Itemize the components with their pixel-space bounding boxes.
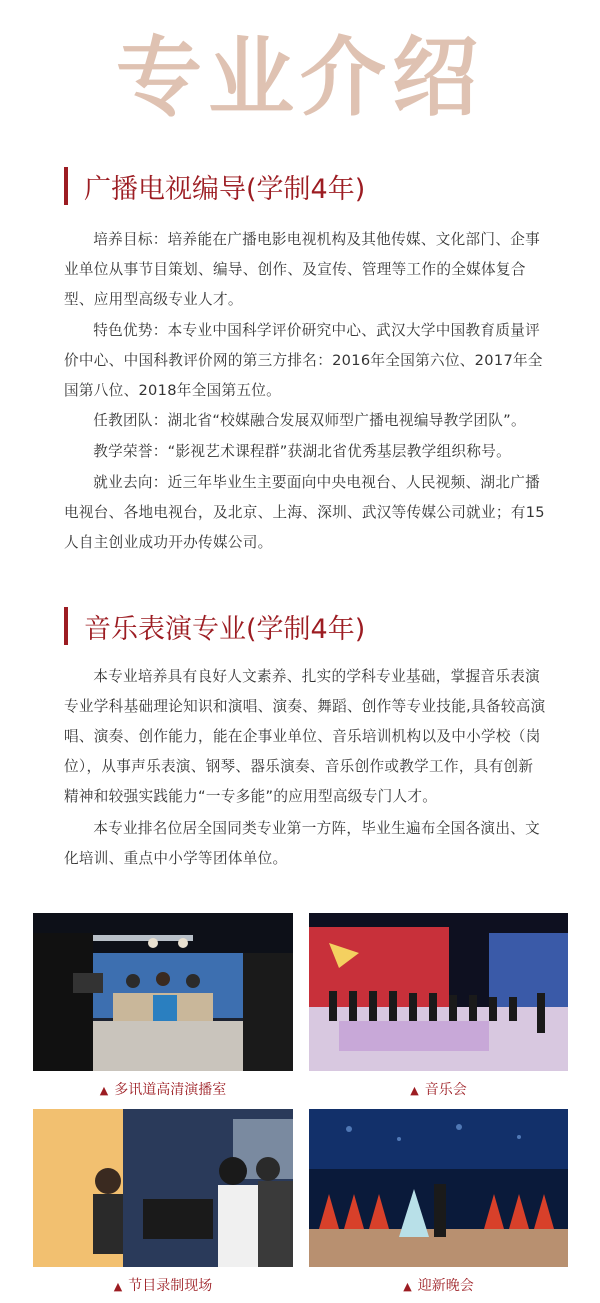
triangle-up-icon: ▲ <box>403 1280 412 1293</box>
paragraph-teaching-honor: 教学荣誉：“影视艺术课程群”获湖北省优秀基层教学组织称号。 <box>93 443 512 460</box>
heading-accent-bar <box>64 167 68 205</box>
paragraph-music-ranking: 本专业排名位居全国同类专业第一方阵，毕业生遍布全国各演出、文化培训、重点中小学等团体单位。 <box>64 820 541 867</box>
photo-welcome-party <box>309 1109 568 1267</box>
section-heading-music <box>64 606 365 646</box>
photo-recording <box>33 1109 293 1267</box>
caption-studio: ▲ 多讯道高清演播室 <box>99 1082 227 1098</box>
heading-accent-bar <box>64 607 68 645</box>
section-heading-text: 音乐表演专业(学制4年) <box>84 613 366 645</box>
photo-concert <box>309 913 568 1071</box>
triangle-up-icon: ▲ <box>410 1084 419 1097</box>
paragraph-advantages: 特色优势：本专业中国科学评价研究中心、武汉大学中国教育质量评价中心、中国科教评价网的第三方排名：2016年全国第六位、2017年全国第八位、2018年全国第五位。 <box>64 322 543 399</box>
photo-studio <box>33 913 293 1071</box>
paragraph-employment: 就业去向：近三年毕业生主要面向中央电视台、人民视频、湖北广播电视台、各地电视台，及北京、上海、深圳、武汉等传媒公司就业；有15人自主创业成功开办传媒公司。 <box>64 474 545 551</box>
triangle-up-icon: ▲ <box>99 1084 109 1097</box>
caption-concert: ▲ 音乐会 <box>410 1082 467 1098</box>
section-heading-broadcast <box>64 166 365 206</box>
caption-recording: ▲ 节目录制现场 <box>113 1278 213 1294</box>
paragraph-training-goal: 培养目标：培养能在广播电影电视机构及其他传媒、文化部门、企事业单位从事节目策划、编导、创作、及宣传、管理等工作的全媒体复合型、应用型高级专业人才。 <box>64 231 541 308</box>
page-title: 专业介绍 <box>116 28 484 128</box>
section-heading-text: 广播电视编导(学制4年) <box>84 173 366 205</box>
paragraph-teaching-team: 任教团队：湖北省“校媒融合发展双师型广播电视编导教学团队”。 <box>93 412 526 429</box>
triangle-up-icon: ▲ <box>113 1280 123 1293</box>
caption-welcome-party: ▲ 迎新晚会 <box>403 1278 474 1294</box>
paragraph-music-intro: 本专业培养具有良好人文素养、扎实的学科专业基础，掌握音乐表演专业学科基础理论知识和演唱、演奏、舞蹈、创作等专业技能,具备较高演唱、演奏、创作能力，能在企事业单位、音乐培训机构以及中小学校（岗位），从事声乐表演、钢琴、器乐演奏、音乐创作或教学工作，具有创新精神和较强实践能力“一专多能”的应用型高级专门人才。 <box>64 668 546 805</box>
